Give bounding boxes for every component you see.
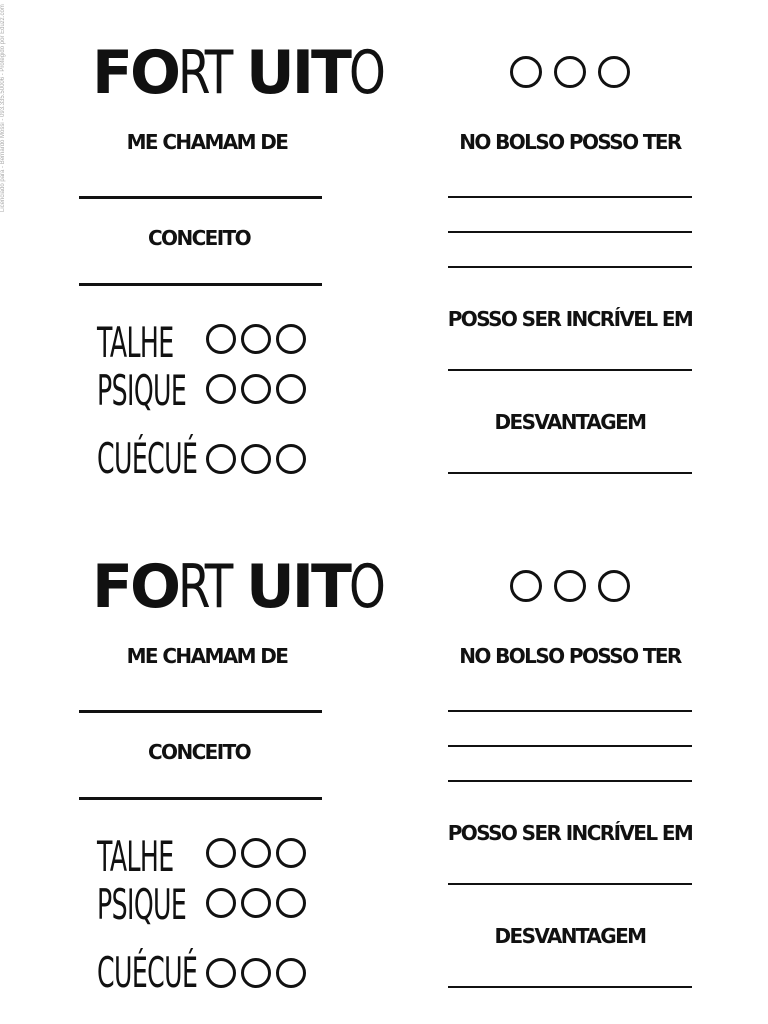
name-label: ME CHAMAM DE [126, 130, 288, 154]
name-line[interactable] [79, 710, 322, 713]
cuecue-circle-2[interactable] [241, 958, 271, 988]
stat-cuecue-label: CUÉCUÉ [97, 434, 198, 483]
concept-line[interactable] [79, 797, 322, 800]
disadvantage-label: DESVANTAGEM [494, 924, 646, 948]
logo-part-rt: RT [178, 552, 232, 622]
fortuito-logo [92, 38, 384, 108]
cuecue-circle-3[interactable] [276, 444, 306, 474]
psique-circle-2[interactable] [241, 374, 271, 404]
pocket-line-1[interactable] [448, 196, 692, 198]
talent-line[interactable] [448, 883, 692, 885]
pocket-line-2[interactable] [448, 231, 692, 233]
pocket-line-1[interactable] [448, 710, 692, 712]
psique-circle-2[interactable] [241, 888, 271, 918]
logo-part-fo: FO [92, 552, 178, 622]
fortuito-logo [92, 552, 384, 622]
talent-line[interactable] [448, 369, 692, 371]
pocket-label: NO BOLSO POSSO TER [459, 130, 681, 154]
psique-circle-1[interactable] [206, 374, 236, 404]
luck-circle-1[interactable] [510, 56, 542, 88]
stat-psique-label: PSIQUE [97, 880, 187, 929]
talhe-circle-2[interactable] [241, 324, 271, 354]
cuecue-circle-3[interactable] [276, 958, 306, 988]
logo-part-u: U [245, 552, 292, 622]
luck-circle-3[interactable] [598, 570, 630, 602]
logo-part-o: O [348, 552, 384, 622]
pocket-line-3[interactable] [448, 780, 692, 782]
cuecue-circle-1[interactable] [206, 958, 236, 988]
stat-psique-label: PSIQUE [97, 366, 187, 415]
logo-part-it: IT [291, 552, 349, 622]
talent-label: POSSO SER INCRÍVEL EM [447, 307, 693, 331]
luck-circle-2[interactable] [554, 56, 586, 88]
concept-label: CONCEITO [147, 226, 251, 250]
disadvantage-line[interactable] [448, 986, 692, 988]
logo-part-rt: RT [178, 38, 232, 108]
character-sheet-2 [0, 514, 768, 1024]
talhe-circle-1[interactable] [206, 324, 236, 354]
psique-circle-3[interactable] [276, 374, 306, 404]
license-watermark: Licenciado para - Bernardo Mossi - 093.335.50006 - Protegido por Eduzz.com [0, 4, 6, 212]
logo-part-it: IT [291, 38, 349, 108]
talent-label: POSSO SER INCRÍVEL EM [447, 821, 693, 845]
talhe-circle-3[interactable] [276, 838, 306, 868]
concept-label: CONCEITO [147, 740, 251, 764]
cuecue-circle-1[interactable] [206, 444, 236, 474]
cuecue-circle-2[interactable] [241, 444, 271, 474]
logo-part-fo: FO [92, 38, 178, 108]
disadvantage-label: DESVANTAGEM [494, 410, 646, 434]
talhe-circle-2[interactable] [241, 838, 271, 868]
luck-circle-1[interactable] [510, 570, 542, 602]
name-label: ME CHAMAM DE [126, 644, 288, 668]
psique-circle-1[interactable] [206, 888, 236, 918]
stat-talhe-label: TALHE [97, 832, 174, 881]
name-line[interactable] [79, 196, 322, 199]
pocket-line-2[interactable] [448, 745, 692, 747]
disadvantage-line[interactable] [448, 472, 692, 474]
logo-part-o: O [348, 38, 384, 108]
psique-circle-3[interactable] [276, 888, 306, 918]
concept-line[interactable] [79, 283, 322, 286]
luck-circle-2[interactable] [554, 570, 586, 602]
talhe-circle-3[interactable] [276, 324, 306, 354]
pocket-label: NO BOLSO POSSO TER [459, 644, 681, 668]
pocket-line-3[interactable] [448, 266, 692, 268]
luck-circle-3[interactable] [598, 56, 630, 88]
talhe-circle-1[interactable] [206, 838, 236, 868]
stat-talhe-label: TALHE [97, 318, 174, 367]
stat-cuecue-label: CUÉCUÉ [97, 948, 198, 997]
logo-part-u: U [245, 38, 292, 108]
